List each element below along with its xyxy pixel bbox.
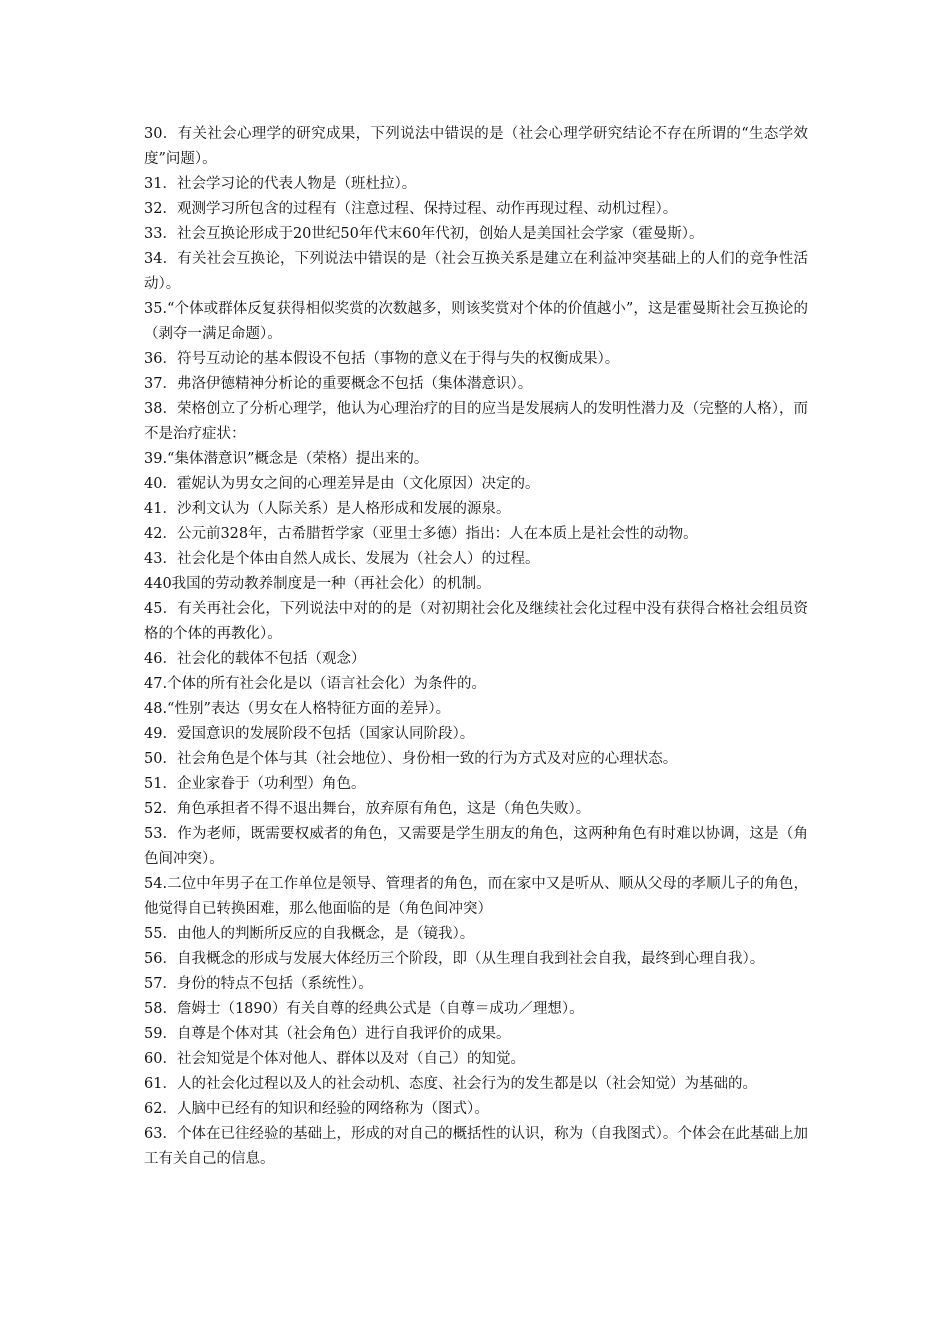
item-36: 36．符号互动论的基本假设不包括（事物的意义在于得与失的权衡成果）。 — [144, 351, 620, 367]
item-39: 39.“集体潜意识”概念是（荣格）提出来的。 — [144, 451, 429, 467]
item-32: 32．观测学习所包含的过程有（注意过程、保持过程、动作再现过程、动机过程）。 — [144, 201, 678, 217]
document-body — [144, 122, 808, 1172]
item-53: 53．作为老师，既需要权威者的角色，又需要是学生朋友的角色，这两种角色有时难以协调，这是（角色间冲突）。 — [144, 826, 808, 867]
item-56: 56．自我概念的形成与发展大体经历三个阶段，即（从生理自我到社会自我，最终到心理自我）。 — [144, 951, 765, 967]
item-40: 40．霍妮认为男女之间的心理差异是由（文化原因）决定的。 — [144, 476, 540, 492]
item-45: 45．有关再社会化，下列说法中对的的是（对初期社会化及继续社会化过程中没有获得合格社会组员资格的个体的再教化）。 — [144, 601, 808, 642]
item-63: 63．个体在已往经验的基础上，形成的对自己的概括性的认识，称为（自我图式）。个体会在此基础上加工有关自己的信息。 — [144, 1126, 808, 1167]
item-57: 57．身份的特点不包括（系统性）。 — [144, 976, 373, 992]
item-37: 37．弗洛伊德精神分析论的重要概念不包括（集体潜意识）。 — [144, 376, 533, 392]
item-52: 52．角色承担者不得不退出舞台，放弃原有角色，这是（角色失败）。 — [144, 801, 591, 817]
item-55: 55．由他人的判断所反应的自我概念，是（镜我）。 — [144, 926, 475, 942]
item-43: 43．社会化是个体由自然人成长、发展为（社会人）的过程。 — [144, 551, 540, 567]
item-34: 34．有关社会互换论，下列说法中错误的是（社会互换关系是建立在利益冲突基础上的人们的竞争性活动）。 — [144, 251, 808, 292]
item-46: 46．社会化的载体不包括（观念） — [144, 651, 366, 667]
item-48: 48.“性别”表达（男女在人格特征方面的差异）。 — [144, 701, 451, 717]
item-44: 440我国的劳动教养制度是一种（再社会化）的机制。 — [144, 576, 491, 592]
item-35: 35.“个体或群体反复获得相似奖赏的次数越多，则该奖赏对个体的价值越小”，这是霍曼斯社会互换论的（剥夺一满足命题）。 — [144, 301, 808, 342]
item-51: 51．企业家眷于（功利型）角色。 — [144, 776, 366, 792]
item-50: 50．社会角色是个体与其（社会地位）、身份相一致的行为方式及对应的心理状态。 — [144, 751, 678, 767]
item-49: 49．爱国意识的发展阶段不包括（国家认同阶段）。 — [144, 726, 475, 742]
item-42: 42．公元前328年，古希腊哲学家（亚里士多德）指出：人在本质上是社会性的动物。 — [144, 526, 698, 542]
item-59: 59．自尊是个体对其（社会角色）进行自我评价的成果。 — [144, 1026, 511, 1042]
item-41: 41．沙利文认为（人际关系）是人格形成和发展的源泉。 — [144, 501, 511, 517]
item-38: 38．荣格创立了分析心理学，他认为心理治疗的目的应当是发展病人的发明性潜力及（完整的人格），而不是治疗症状： — [144, 401, 808, 442]
item-47: 47.个体的所有社会化是以（语言社会化）为条件的。 — [144, 676, 487, 692]
item-58: 58．詹姆士（1890）有关自尊的经典公式是（自尊＝成功／理想）。 — [144, 1001, 584, 1017]
item-62: 62．人脑中已经有的知识和经验的网络称为（图式）。 — [144, 1101, 489, 1117]
item-30: 30．有关社会心理学的研究成果，下列说法中错误的是（社会心理学研究结论不存在所谓的“生态学效度”问题）。 — [144, 126, 808, 167]
item-33: 33．社会互换论形成于20世纪50年代末60年代初，创始人是美国社会学家（霍曼斯）。 — [144, 226, 704, 242]
item-60: 60．社会知觉是个体对他人、群体以及对（自己）的知觉。 — [144, 1051, 525, 1067]
item-61: 61．人的社会化过程以及人的社会动机、态度、社会行为的发生都是以（社会知觉）为基础的。 — [144, 1076, 757, 1092]
item-54: 54.二位中年男子在工作单位是领导、管理者的角色，而在家中又是听从、顺从父母的孝顺儿子的角色，他觉得自已转换困难，那么他面临的是（角色间冲突） — [144, 876, 808, 917]
item-31: 31．社会学习论的代表人物是（班杜拉）。 — [144, 176, 417, 192]
